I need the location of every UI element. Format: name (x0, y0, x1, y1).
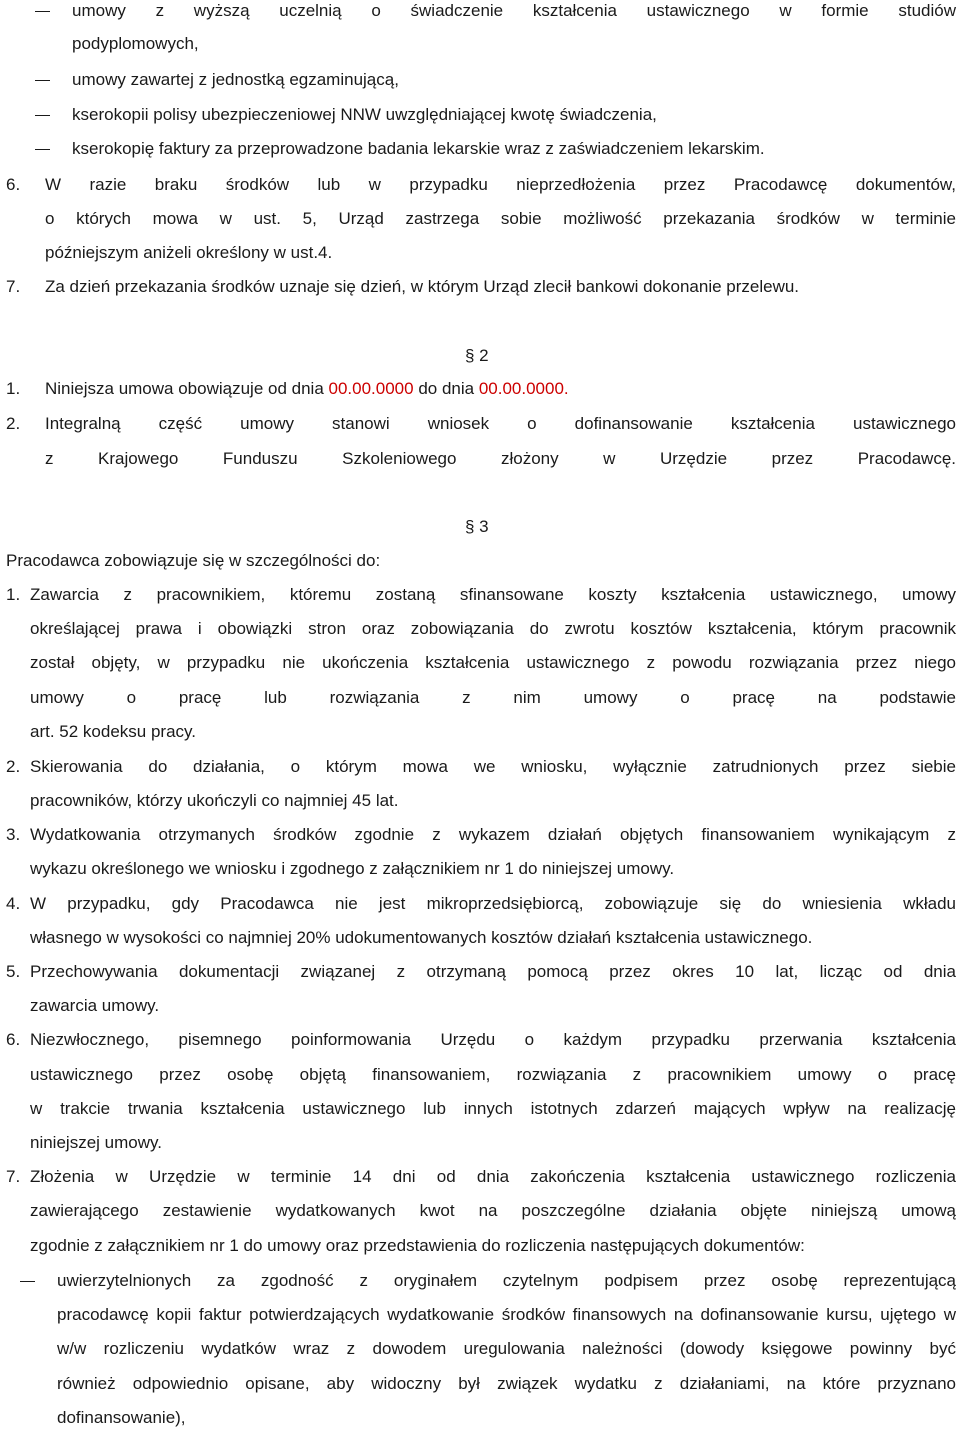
item-number: 6. (6, 1030, 21, 1049)
item-text-line: Przechowywania dokumentacji związanej z otrzymaną pomocą przez okres 10 lat, licząc od dnia (30, 962, 956, 981)
dash-bullet-icon (35, 115, 50, 116)
paragraph-text-line: W razie braku środków lub w przypadku nieprzedłożenia przez Pracodawcę dokumentów, (45, 175, 956, 194)
dash-bullet-icon (35, 80, 50, 81)
item-text-line: pracowników, którzy ukończyli co najmniej 45 lat. (30, 791, 399, 810)
section-heading: § 2 (465, 346, 489, 365)
item-text-line: Zawarcia z pracownikiem, któremu zostaną sfinansowane koszty kształcenia ustawicznego, umowy (30, 585, 956, 604)
item-number: 4. (6, 894, 21, 913)
bullet-text-line: również odpowiednio opisane, aby widoczny był związek wydatku z działaniami, na które przyznano (57, 1374, 956, 1393)
end-date: 00.00.0000. (478, 379, 569, 398)
validity-mid: do dnia (413, 379, 479, 398)
section-intro: Pracodawca zobowiązuje się w szczególności do: (6, 551, 381, 570)
item-text-line: Złożenia w Urzędzie w terminie 14 dni od dnia zakończenia kształcenia ustawicznego rozliczenia (30, 1167, 956, 1186)
bullet-text-line: dofinansowanie), (57, 1408, 186, 1427)
dash-bullet-icon (35, 11, 50, 12)
item-text-line: niniejszej umowy. (30, 1133, 162, 1152)
bullet-text-line: uwierzytelnionych za zgodność z oryginałem czytelnym podpisem przez osobę reprezentującą (57, 1271, 956, 1290)
bullet-text-line: umowy zawartej z jednostką egzaminującą, (72, 70, 399, 89)
item-text-line: Skierowania do działania, o którym mowa we wniosku, wyłącznie zatrudnionych przez siebie (30, 757, 956, 776)
item-text-line: art. 52 kodeksu pracy. (30, 722, 196, 741)
paragraph-number: 6. (6, 175, 21, 194)
item-text-line: w trakcie trwania kształcenia ustawicznego lub innych istotnych zdarzeń mających wpływ na realizację (30, 1099, 956, 1118)
item-text-line: Wydatkowania otrzymanych środków zgodnie z wykazem działań objętych finansowaniem wynikającym z (30, 825, 956, 844)
item-number: 1. (6, 585, 21, 604)
paragraph-number: 7. (6, 277, 21, 296)
paragraph-text-line: Za dzień przekazania środków uznaje się dzień, w którym Urząd zlecił bankowi dokonanie przelewu. (45, 277, 800, 296)
item-text-line: Integralną część umowy stanowi wniosek o dofinansowanie kształcenia ustawicznego (45, 414, 956, 433)
item-number: 5. (6, 962, 21, 981)
section-heading: § 3 (465, 517, 489, 536)
item-text-line: własnego w wysokości co najmniej 20% udokumentowanych kosztów działań kształcenia ustawicznego. (30, 928, 813, 947)
dash-bullet-icon (35, 149, 50, 150)
paragraph-text-line: późniejszym aniżeli określony w ust.4. (45, 243, 333, 262)
item-text-line: z Krajowego Funduszu Szkoleniowego złożony w Urzędzie przez Pracodawcę. (45, 449, 956, 468)
bullet-text-line: pracodawcę kopii faktur potwierdzających wydatkowanie środków finansowych na dofinansowanie kursu, ujętego w (57, 1305, 956, 1324)
start-date: 00.00.0000 (328, 379, 414, 398)
bullet-text-line: umowy z wyższą uczelnią o świadczenie kształcenia ustawicznego w formie studiów (72, 1, 956, 20)
bullet-text-line: kserokopię faktury za przeprowadzone badania lekarskie wraz z zaświadczeniem lekarskim. (72, 139, 765, 158)
item-number: 7. (6, 1167, 21, 1186)
item-text-line: zawierającego zestawienie wydatkowanych kwot na poszczególne działania objęte niniejszą umową (30, 1201, 956, 1220)
item-text-line: zgodnie z załącznikiem nr 1 do umowy oraz przedstawienia do rozliczenia następujących dokumentów: (30, 1236, 805, 1255)
item-text-line: W przypadku, gdy Pracodawca nie jest mikroprzedsiębiorcą, zobowiązuje się do wniesienia wkładu (30, 894, 956, 913)
bullet-text-line: kserokopii polisy ubezpieczeniowej NNW uwzględniającej kwotę świadczenia, (72, 105, 657, 124)
item-text-line: został objęty, w przypadku nie ukończenia kształcenia ustawicznego z powodu rozwiązania przez niego (30, 653, 956, 672)
item-number: 2. (6, 414, 21, 433)
item-text-line: wykazu określonego we wniosku i zgodnego z załącznikiem nr 1 do niniejszej umowy. (30, 859, 675, 878)
item-number: 2. (6, 757, 21, 776)
bullet-text-line: w/w rozliczeniu wydatków wraz z dowodem uregulowania należności (dowody księgowe powinny być (57, 1339, 956, 1358)
validity-prefix: Niniejsza umowa obowiązuje od dnia (45, 379, 329, 398)
item-text-line: zawarcia umowy. (30, 996, 160, 1015)
validity-line (45, 378, 569, 400)
bullet-text-line: podyplomowych, (72, 34, 199, 53)
paragraph-text-line: o których mowa w ust. 5, Urząd zastrzega sobie możliwość przekazania środków w terminie (45, 209, 956, 228)
item-text-line: Niezwłocznego, pisemnego poinformowania Urzędu o każdym przypadku przerwania kształcenia (30, 1030, 956, 1049)
dash-bullet-icon (20, 1281, 35, 1282)
item-text-line: określającej prawa i obowiązki stron oraz zobowiązania do zwrotu kosztów kształcenia, którym pracownik (30, 619, 956, 638)
item-text-line: umowy o pracę lub rozwiązania z nim umowy o pracę na podstawie (30, 688, 956, 707)
item-text-line: ustawicznego przez osobę objętą finansowaniem, rozwiązania z pracownikiem umowy o pracę (30, 1065, 956, 1084)
item-number: 1. (6, 379, 21, 398)
item-number: 3. (6, 825, 21, 844)
